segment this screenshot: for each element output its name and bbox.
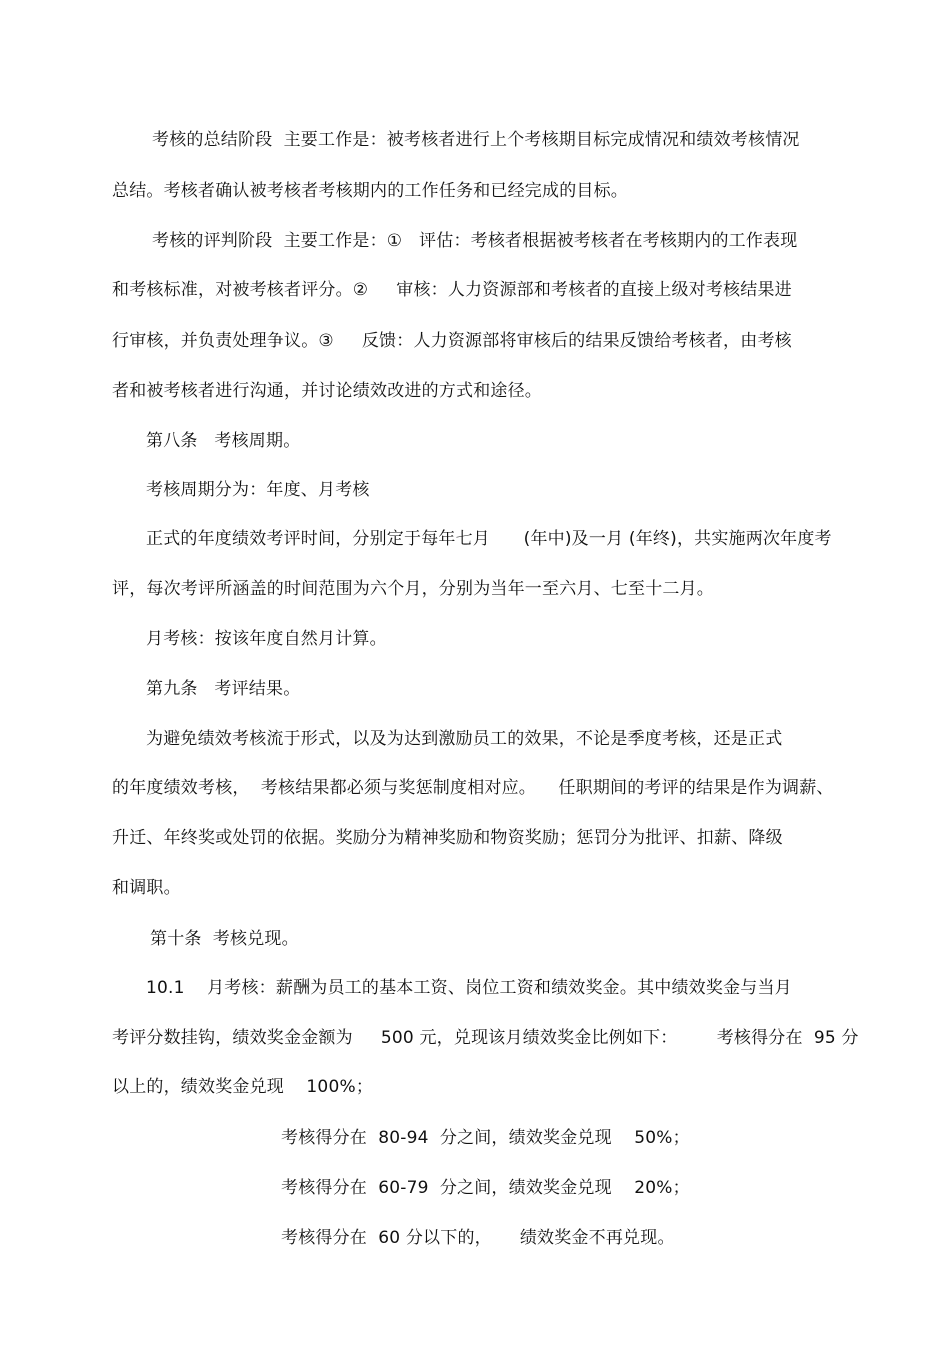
text-line: 升迁、年终奖或处罚的依据。奖励分为精神奖励和物资奖励；惩罚分为批评、扣薪、降级 (112, 828, 783, 848)
text-line: 月考核：按该年度自然月计算。 (146, 629, 387, 649)
text-line: 的年度绩效考核， 考核结果都必须与奖惩制度相对应。 任职期间的考评的结果是作为调薪、 (112, 778, 834, 798)
text-line: 考核的评判阶段 主要工作是：① 评估：考核者根据被考核者在考核期内的工作表现 (152, 231, 798, 251)
text-line: 和考核标准，对被考核者评分。② 审核：人力资源部和考核者的直接上级对考核结果进 (112, 280, 792, 300)
text-line: 评，每次考评所涵盖的时间范围为六个月，分别为当年一至六月、七至十二月。 (112, 579, 714, 599)
text-line: 考核的总结阶段 主要工作是：被考核者进行上个考核期目标完成情况和绩效考核情况 (152, 130, 800, 150)
text-line: 考核得分在 60-79 分之间，绩效奖金兑现 20%； (281, 1178, 690, 1198)
text-line: 正式的年度绩效考评时间，分别定于每年七月 (年中)及一月 (年终)，共实施两次年度考 (146, 529, 832, 549)
article-heading: 第十条 考核兑现。 (150, 929, 299, 949)
text-line: 以上的，绩效奖金兑现 100%； (112, 1077, 374, 1097)
text-line: 考核得分在 80-94 分之间，绩效奖金兑现 50%； (281, 1128, 690, 1148)
article-heading: 第九条 考评结果。 (146, 679, 301, 699)
text-line: 考核周期分为：年度、月考核 (146, 480, 370, 500)
text-line: 者和被考核者进行沟通，并讨论绩效改进的方式和途径。 (112, 381, 542, 401)
text-line: 和调职。 (112, 878, 181, 898)
text-line: 考评分数挂钩，绩效奖金金额为 500 元，兑现该月绩效奖金比例如下： 考核得分在 95 分 (112, 1028, 859, 1048)
text-line: 行审核，并负责处理争议。③ 反馈：人力资源部将审核后的结果反馈给考核者，由考核 (112, 331, 792, 351)
text-line: 总结。考核者确认被考核者考核期内的工作任务和已经完成的目标。 (112, 181, 628, 201)
article-heading: 第八条 考核周期。 (146, 431, 301, 451)
text-line: 10.1 月考核：薪酬为员工的基本工资、岗位工资和绩效奖金。其中绩效奖金与当月 (146, 978, 792, 998)
text-line: 考核得分在 60 分以下的， 绩效奖金不再兑现。 (281, 1228, 675, 1248)
text-line: 为避免绩效考核流于形式，以及为达到激励员工的效果，不论是季度考核，还是正式 (146, 729, 783, 749)
